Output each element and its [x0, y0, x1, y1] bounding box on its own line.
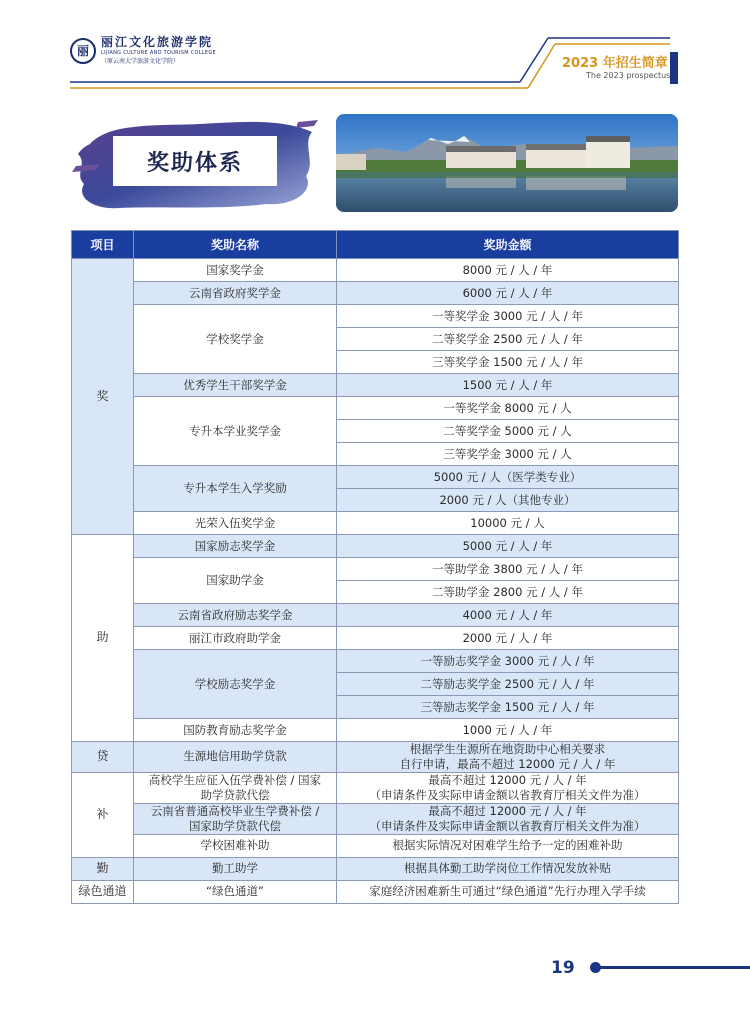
- aid-amount-cell: 2000 元 / 人 / 年: [337, 627, 679, 650]
- prospectus-subtitle: The 2023 prospectus: [586, 71, 671, 80]
- financial-aid-table: [71, 230, 679, 904]
- aid-amount-cell: 5000 元 / 人（医学类专业）: [337, 466, 679, 489]
- aid-name-line: 云南省普通高校毕业生学费补偿 /: [150, 803, 320, 818]
- aid-amount-cell: 根据具体勤工助学岗位工作情况发放补贴: [337, 857, 679, 880]
- aid-name-cell: 丽江市政府助学金: [134, 627, 337, 650]
- category-cell: 勤: [72, 857, 134, 880]
- aid-amount-cell: 一等奖学金 3000 元 / 人 / 年: [337, 305, 679, 328]
- aid-amount-cell: 10000 元 / 人: [337, 512, 679, 535]
- aid-amount-cell: 2000 元 / 人（其他专业）: [337, 489, 679, 512]
- aid-amount-cell: 根据实际情况对困难学生给予一定的困难补助: [337, 834, 679, 857]
- table-row: [72, 305, 679, 328]
- table-row: [72, 374, 679, 397]
- college-seal-icon: 丽: [70, 38, 96, 64]
- aid-name-cell: [134, 772, 337, 803]
- table-row: [72, 604, 679, 627]
- aid-amount-cell: 三等励志奖学金 1500 元 / 人 / 年: [337, 696, 679, 719]
- aid-name-cell: 光荣入伍奖学金: [134, 512, 337, 535]
- table-row: [72, 880, 679, 903]
- aid-amount-cell: 一等励志奖学金 3000 元 / 人 / 年: [337, 650, 679, 673]
- aid-name-cell: 优秀学生干部奖学金: [134, 374, 337, 397]
- table-row: [72, 397, 679, 420]
- college-former-name: （原云南大学旅游文化学院）: [101, 58, 180, 65]
- header-category: 项目: [72, 231, 134, 259]
- aid-amount-line: （申请条件及实际申请金额以省教育厅相关文件为准）: [369, 818, 646, 833]
- aid-amount-cell: 6000 元 / 人 / 年: [337, 282, 679, 305]
- aid-name-cell: 国家助学金: [134, 558, 337, 604]
- table-row: [72, 627, 679, 650]
- aid-amount-cell: [337, 772, 679, 803]
- page-number: 19: [551, 958, 575, 978]
- aid-name-line: 助学贷款代偿: [200, 787, 270, 802]
- aid-amount-cell: 家庭经济困难新生可通过“绿色通道”先行办理入学手续: [337, 880, 679, 903]
- category-cell: 奖: [72, 259, 134, 535]
- prospectus-title: 2023 年招生简章: [562, 56, 668, 71]
- table-row: [72, 512, 679, 535]
- aid-name-cell: [134, 803, 337, 834]
- aid-amount-cell: 二等奖学金 5000 元 / 人: [337, 420, 679, 443]
- campus-lake-photo: [336, 114, 678, 212]
- aid-amount-cell: 一等奖学金 8000 元 / 人: [337, 397, 679, 420]
- category-cell: 绿色通道: [72, 880, 134, 903]
- aid-name-cell: 云南省政府奖学金: [134, 282, 337, 305]
- aid-name-cell: 学校困难补助: [134, 834, 337, 857]
- aid-amount-cell: 5000 元 / 人 / 年: [337, 535, 679, 558]
- header-accent-bar: [670, 52, 678, 84]
- aid-name-cell: 专升本学业奖学金: [134, 397, 337, 466]
- aid-name-line: 国家助学贷款代偿: [189, 818, 281, 833]
- category-cell: 贷: [72, 742, 134, 773]
- aid-name-cell: 学校励志奖学金: [134, 650, 337, 719]
- table-row: [72, 803, 679, 834]
- aid-amount-cell: 二等励志奖学金 2500 元 / 人 / 年: [337, 673, 679, 696]
- table-row: [72, 834, 679, 857]
- aid-name-cell: 勤工助学: [134, 857, 337, 880]
- aid-name-cell: 国家励志奖学金: [134, 535, 337, 558]
- header-aid-amount: 奖助金额: [337, 231, 679, 259]
- aid-amount-cell: 1000 元 / 人 / 年: [337, 719, 679, 742]
- aid-amount-line: 最高不超过 12000 元 / 人 / 年: [428, 803, 587, 818]
- table-row: [72, 650, 679, 673]
- table-row: [72, 742, 679, 773]
- college-name-en: LIJIANG CULTURE AND TOURISM COLLEGE: [101, 50, 216, 56]
- section-title: 奖助体系: [113, 136, 277, 186]
- table-row: [72, 772, 679, 803]
- aid-name-cell: 专升本学生入学奖励: [134, 466, 337, 512]
- aid-amount-cell: 1500 元 / 人 / 年: [337, 374, 679, 397]
- table-row: [72, 857, 679, 880]
- aid-amount-cell: 4000 元 / 人 / 年: [337, 604, 679, 627]
- header-aid-name: 奖助名称: [134, 231, 337, 259]
- footer-line: [600, 966, 750, 969]
- table-row: [72, 719, 679, 742]
- aid-amount-line: 最高不超过 12000 元 / 人 / 年: [428, 772, 587, 787]
- aid-amount-cell: 三等奖学金 1500 元 / 人 / 年: [337, 351, 679, 374]
- college-name-cn: 丽江文化旅游学院: [101, 35, 214, 49]
- aid-name-cell: 生源地信用助学贷款: [134, 742, 337, 773]
- aid-amount-cell: 一等助学金 3800 元 / 人 / 年: [337, 558, 679, 581]
- table-header-row: [72, 231, 679, 259]
- aid-amount-cell: 三等奖学金 3000 元 / 人: [337, 443, 679, 466]
- aid-amount-line: 根据学生生源所在地资助中心相关要求: [409, 742, 606, 756]
- aid-amount-cell: 8000 元 / 人 / 年: [337, 259, 679, 282]
- category-cell: 补: [72, 772, 134, 857]
- aid-amount-cell: 二等助学金 2800 元 / 人 / 年: [337, 581, 679, 604]
- table-row: [72, 558, 679, 581]
- table-row: [72, 259, 679, 282]
- aid-name-cell: 学校奖学金: [134, 305, 337, 374]
- aid-name-cell: 云南省政府励志奖学金: [134, 604, 337, 627]
- table-row: [72, 282, 679, 305]
- table-row: [72, 535, 679, 558]
- aid-amount-line: 自行申请，最高不超过 12000 元 / 人 / 年: [399, 756, 616, 771]
- aid-amount-cell: [337, 803, 679, 834]
- category-cell: 助: [72, 535, 134, 742]
- aid-amount-cell: 二等奖学金 2500 元 / 人 / 年: [337, 328, 679, 351]
- aid-amount-line: （申请条件及实际申请金额以省教育厅相关文件为准）: [369, 787, 646, 802]
- aid-name-cell: 国防教育励志奖学金: [134, 719, 337, 742]
- aid-amount-cell: [337, 742, 679, 773]
- aid-name-line: 高校学生应征入伍学费补偿 / 国家: [148, 772, 322, 787]
- aid-name-cell: 国家奖学金: [134, 259, 337, 282]
- aid-name-cell: “绿色通道”: [134, 880, 337, 903]
- college-logo: [70, 36, 216, 65]
- table-row: [72, 466, 679, 489]
